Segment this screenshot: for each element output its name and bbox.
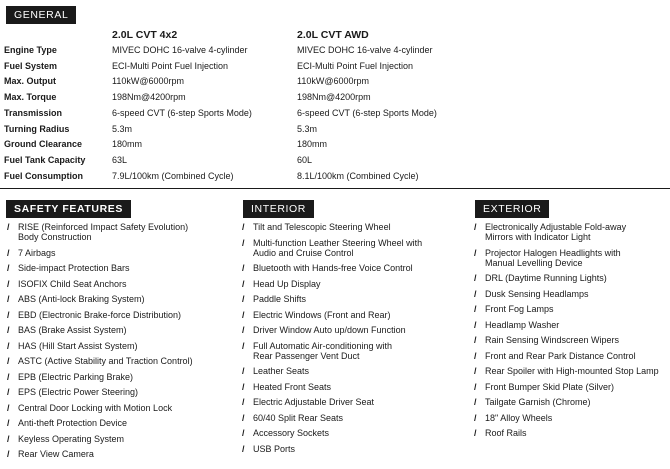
slash-bullet-icon: / xyxy=(474,273,477,284)
slash-bullet-icon: / xyxy=(474,304,477,315)
exterior-badge: EXTERIOR xyxy=(475,200,549,218)
exterior-feature-label: Roof Rails xyxy=(485,428,527,439)
exterior-feature-label: Rear Spoiler with High-mounted Stop Lamp xyxy=(485,366,659,377)
safety-feature-item xyxy=(6,434,193,444)
slash-bullet-icon: / xyxy=(7,418,10,429)
spec-label: Turning Radius xyxy=(4,123,70,134)
slash-bullet-icon: / xyxy=(474,397,477,408)
slash-bullet-icon: / xyxy=(7,387,10,398)
interior-feature-label: Tilt and Telescopic Steering Wheel xyxy=(253,222,391,232)
interior-feature-item xyxy=(241,341,422,361)
safety-feature-label: ASTC (Active Stability and Traction Control) xyxy=(18,356,193,367)
spec-label: Engine Type xyxy=(4,45,57,55)
slash-bullet-icon: / xyxy=(474,412,477,423)
spec-label: Transmission xyxy=(4,107,63,118)
interior-feature-item xyxy=(241,325,422,335)
exterior-feature-label: Projector Halogen Headlights with xyxy=(485,247,621,258)
exterior-feature-label: Rain Sensing Windscreen Wipers xyxy=(485,335,620,346)
safety-feature-label: ISOFIX Child Seat Anchors xyxy=(18,278,127,289)
safety-feature-label: Central Door Locking with Motion Lock xyxy=(18,402,173,413)
interior-feature-item xyxy=(241,294,422,304)
slash-bullet-icon: / xyxy=(7,340,10,351)
spec-label: Max. Torque xyxy=(4,92,57,103)
slash-bullet-icon: / xyxy=(474,222,477,232)
exterior-feature-label: Manual Levelling Device xyxy=(485,257,583,268)
exterior-features-list xyxy=(473,222,659,444)
section-divider xyxy=(0,188,670,189)
safety-feature-item xyxy=(6,341,193,351)
safety-feature-item xyxy=(6,279,193,289)
slash-bullet-icon: / xyxy=(474,319,477,330)
spec-value-awd: ECI-Multi Point Fuel Injection xyxy=(297,60,414,71)
safety-features-list xyxy=(6,222,193,465)
interior-feature-item xyxy=(241,397,422,407)
safety-feature-item xyxy=(6,310,193,320)
interior-feature-item xyxy=(241,444,422,454)
safety-feature-item xyxy=(6,403,193,413)
interior-feature-label: 60/40 Split Rear Seats xyxy=(253,412,344,423)
slash-bullet-icon: / xyxy=(7,294,10,305)
slash-bullet-icon: / xyxy=(242,381,245,392)
spec-value-4x2: MIVEC DOHC 16-valve 4-cylinder xyxy=(112,45,248,55)
safety-feature-label: 7 Airbags xyxy=(18,247,56,258)
safety-feature-label: Side-impact Protection Bars xyxy=(18,263,130,274)
exterior-feature-item xyxy=(473,335,659,345)
interior-feature-label: Leather Seats xyxy=(253,366,310,377)
spec-value-awd: MIVEC DOHC 16-valve 4-cylinder xyxy=(297,45,433,55)
spec-value-awd: 60L xyxy=(297,154,313,165)
exterior-feature-label: Front Fog Lamps xyxy=(485,304,554,315)
slash-bullet-icon: / xyxy=(474,335,477,346)
safety-feature-item xyxy=(6,418,193,428)
safety-feature-item xyxy=(6,449,193,459)
slash-bullet-icon: / xyxy=(474,366,477,377)
safety-feature-label: EBD (Electronic Brake-force Distribution) xyxy=(18,309,182,320)
safety-feature-label: HAS (Hill Start Assist System) xyxy=(18,340,138,351)
safety-feature-label: ABS (Anti-lock Braking System) xyxy=(18,294,145,305)
interior-feature-label: Electric Adjustable Driver Seat xyxy=(253,397,375,408)
spec-value-4x2: ECI-Multi Point Fuel Injection xyxy=(112,60,229,71)
slash-bullet-icon: / xyxy=(7,278,10,289)
exterior-feature-item xyxy=(473,304,659,314)
exterior-feature-label: Dusk Sensing Headlamps xyxy=(485,288,589,299)
slash-bullet-icon: / xyxy=(242,237,245,248)
safety-feature-item xyxy=(6,248,193,258)
exterior-feature-item xyxy=(473,382,659,392)
exterior-feature-label: Front Bumper Skid Plate (Silver) xyxy=(485,381,615,392)
interior-feature-label: Full Automatic Air-conditioning with xyxy=(253,340,393,351)
interior-feature-label: Heated Front Seats xyxy=(253,381,332,392)
exterior-feature-item xyxy=(473,273,659,283)
slash-bullet-icon: / xyxy=(7,263,10,274)
exterior-feature-label: Front and Rear Park Distance Control xyxy=(485,350,636,361)
slash-bullet-icon: / xyxy=(7,433,10,444)
spec-value-awd: 180mm xyxy=(297,139,328,150)
slash-bullet-icon: / xyxy=(7,402,10,413)
slash-bullet-icon: / xyxy=(242,412,245,423)
safety-feature-label: Rear View Camera xyxy=(18,449,94,460)
interior-feature-item xyxy=(241,366,422,376)
slash-bullet-icon: / xyxy=(242,340,245,351)
interior-feature-label: Rear Passenger Vent Duct xyxy=(253,350,360,361)
general-badge: GENERAL xyxy=(6,6,76,24)
spec-value-4x2: 180mm xyxy=(112,139,143,150)
slash-bullet-icon: / xyxy=(242,428,245,439)
slash-bullet-icon: / xyxy=(474,428,477,439)
interior-feature-item xyxy=(241,413,422,423)
spec-label: Fuel System xyxy=(4,60,58,71)
slash-bullet-icon: / xyxy=(474,247,477,258)
exterior-feature-item xyxy=(473,351,659,361)
slash-bullet-icon: / xyxy=(242,443,245,454)
interior-feature-label: Bluetooth with Hands-free Voice Control xyxy=(253,263,413,274)
spec-value-4x2: 5.3m xyxy=(112,123,133,134)
safety-feature-item xyxy=(6,372,193,382)
column-header-4x2: 2.0L CVT 4x2 xyxy=(112,29,178,41)
exterior-feature-item xyxy=(473,413,659,423)
exterior-feature-label: DRL (Daytime Running Lights) xyxy=(485,273,607,284)
safety-feature-label: Anti-theft Protection Device xyxy=(18,418,128,429)
safety-feature-label: Body Construction xyxy=(18,232,92,243)
spec-value-4x2: 6-speed CVT (6-step Sports Mode) xyxy=(112,107,252,118)
slash-bullet-icon: / xyxy=(242,263,245,274)
slash-bullet-icon: / xyxy=(7,247,10,258)
slash-bullet-icon: / xyxy=(242,294,245,305)
spec-label: Max. Output xyxy=(4,76,56,87)
slash-bullet-icon: / xyxy=(7,371,10,382)
slash-bullet-icon: / xyxy=(242,366,245,377)
safety-feature-item xyxy=(6,356,193,366)
column-header-awd: 2.0L CVT AWD xyxy=(297,29,369,41)
exterior-feature-item xyxy=(473,320,659,330)
slash-bullet-icon: / xyxy=(7,449,10,460)
safety-feature-label: BAS (Brake Assist System) xyxy=(18,325,127,336)
interior-feature-label: USB Ports xyxy=(253,443,296,454)
interior-feature-label: Head Up Display xyxy=(253,278,321,289)
safety-feature-label: EPB (Electric Parking Brake) xyxy=(18,371,134,382)
spec-value-4x2: 63L xyxy=(112,154,128,165)
interior-feature-item xyxy=(241,238,422,258)
spec-value-4x2: 198Nm@4200rpm xyxy=(112,92,186,103)
slash-bullet-icon: / xyxy=(474,288,477,299)
slash-bullet-icon: / xyxy=(7,309,10,320)
slash-bullet-icon: / xyxy=(242,309,245,320)
exterior-feature-label: Tailgate Garnish (Chrome) xyxy=(485,397,591,408)
spec-label: Fuel Consumption xyxy=(4,170,83,181)
interior-feature-item xyxy=(241,382,422,392)
slash-bullet-icon: / xyxy=(242,278,245,289)
safety-feature-label: RISE (Reinforced Impact Safety Evolution) xyxy=(18,222,189,232)
spec-value-4x2: 7.9L/100km (Combined Cycle) xyxy=(112,170,234,181)
slash-bullet-icon: / xyxy=(474,350,477,361)
slash-bullet-icon: / xyxy=(7,325,10,336)
spec-value-4x2: 110kW@6000rpm xyxy=(112,76,184,87)
interior-feature-item xyxy=(241,279,422,289)
spec-value-awd: 110kW@6000rpm xyxy=(297,76,369,87)
safety-feature-item xyxy=(6,387,193,397)
interior-feature-item xyxy=(241,428,422,438)
exterior-feature-item xyxy=(473,428,659,438)
interior-feature-label: Accessory Sockets xyxy=(253,428,330,439)
interior-feature-label: Electric Windows (Front and Rear) xyxy=(253,309,391,320)
spec-label: Fuel Tank Capacity xyxy=(4,154,86,165)
interior-feature-label: Audio and Cruise Control xyxy=(253,247,354,258)
interior-feature-item xyxy=(241,222,422,232)
interior-badge: INTERIOR xyxy=(243,200,314,218)
slash-bullet-icon: / xyxy=(242,397,245,408)
exterior-feature-label: Mirrors with Indicator Light xyxy=(485,232,591,243)
exterior-feature-item xyxy=(473,222,659,242)
interior-feature-label: Driver Window Auto up/down Function xyxy=(253,325,406,336)
interior-features-list xyxy=(241,222,422,459)
spec-value-awd: 8.1L/100km (Combined Cycle) xyxy=(297,170,419,181)
spec-label: Ground Clearance xyxy=(4,139,83,150)
slash-bullet-icon: / xyxy=(7,356,10,367)
spec-value-awd: 6-speed CVT (6-step Sports Mode) xyxy=(297,107,437,118)
exterior-feature-item xyxy=(473,366,659,376)
interior-feature-item xyxy=(241,310,422,320)
exterior-feature-item xyxy=(473,248,659,268)
interior-feature-label: Multi-function Leather Steering Wheel with xyxy=(253,237,423,248)
safety-feature-label: EPS (Electric Power Steering) xyxy=(18,387,139,398)
safety-feature-label: Keyless Operating System xyxy=(18,433,125,444)
spec-value-awd: 5.3m xyxy=(297,123,318,134)
slash-bullet-icon: / xyxy=(242,325,245,336)
exterior-feature-label: 18" Alloy Wheels xyxy=(485,412,553,423)
exterior-feature-label: Electronically Adjustable Fold-away xyxy=(485,222,627,232)
safety-feature-item xyxy=(6,325,193,335)
spec-value-awd: 198Nm@4200rpm xyxy=(297,92,371,103)
interior-feature-label: Paddle Shifts xyxy=(253,294,307,305)
exterior-feature-label: Headlamp Washer xyxy=(485,319,560,330)
interior-feature-item xyxy=(241,263,422,273)
safety-feature-item xyxy=(6,222,193,242)
exterior-feature-item xyxy=(473,289,659,299)
safety-feature-item xyxy=(6,263,193,273)
slash-bullet-icon: / xyxy=(242,222,245,232)
slash-bullet-icon: / xyxy=(7,222,10,232)
safety-feature-item xyxy=(6,294,193,304)
slash-bullet-icon: / xyxy=(474,381,477,392)
safety-features-badge: SAFETY FEATURES xyxy=(6,200,131,218)
exterior-feature-item xyxy=(473,397,659,407)
